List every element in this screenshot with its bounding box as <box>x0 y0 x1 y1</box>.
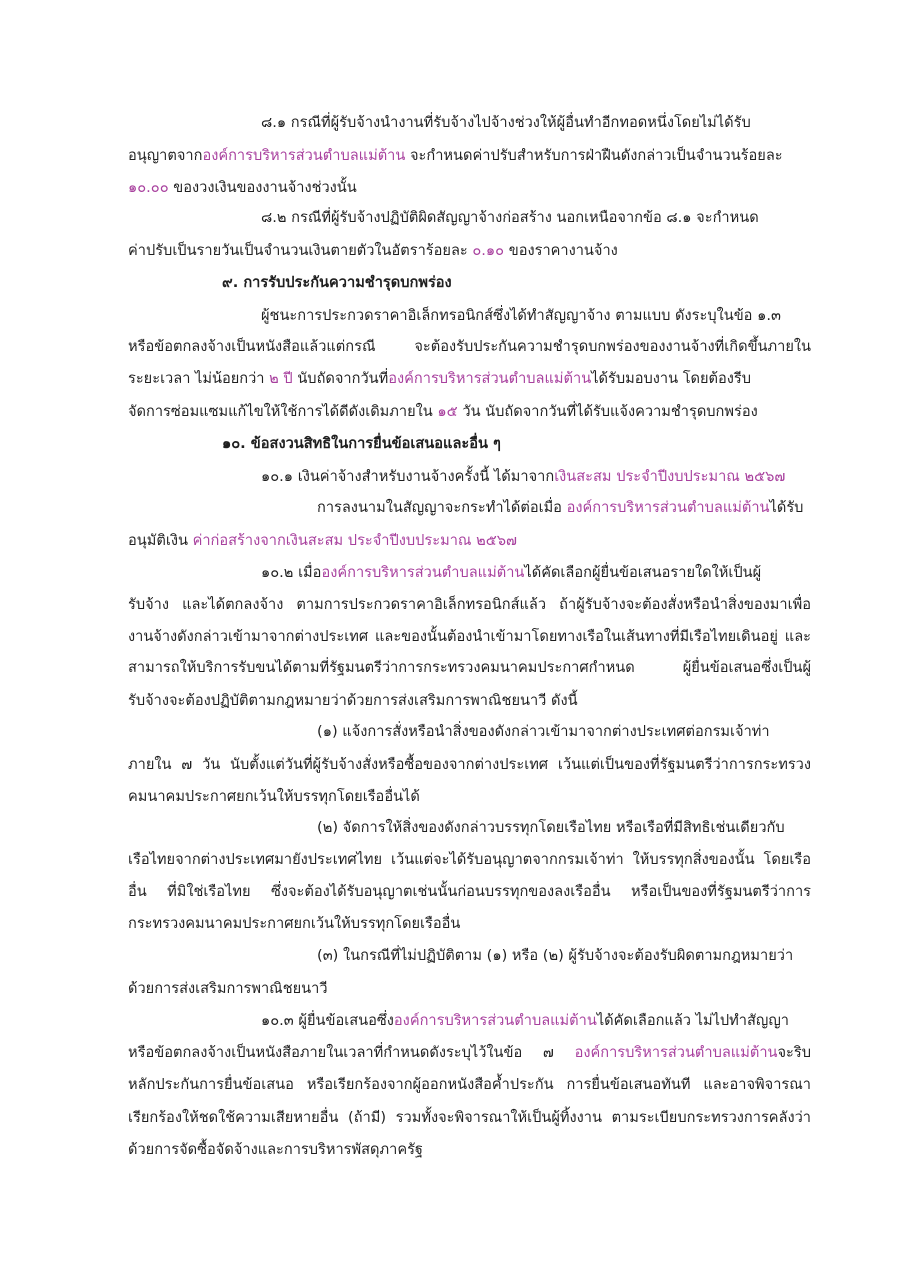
text-segment: การลงนามในสัญญาจะกระทำได้ต่อเมื่อ <box>317 499 567 516</box>
text-line-content <box>128 788 420 805</box>
text-segment: จะกำหนดค่าปรับสำหรับการฝ่าฝืนดังกล่าวเป็นจำนวนร้อยละ <box>405 147 783 164</box>
text-line-content <box>128 179 357 196</box>
text-line-content <box>222 274 452 291</box>
highlighted-text: องค์การบริหารส่วนตำบลแม่ต้าน <box>574 1044 778 1061</box>
text-line <box>128 882 811 902</box>
text-line-content <box>128 980 328 997</box>
text-line <box>128 914 460 934</box>
text-segment: นับถัดจากวันที่ <box>292 370 389 387</box>
text-segment: ระยะเวลา ไม่น้อยกว่า <box>128 370 270 387</box>
text-segment: ผู้ชนะการประกวดราคาอิเล็กทรอนิกส์ซึ่งได้ทำสัญญาจ้าง ตามแบบ ดังระบุในข้อ ๑.๓ <box>261 307 781 324</box>
text-segment: ค่าปรับเป็นรายวันเป็นจำนวนเงินตายตัวในอัตราร้อยละ <box>128 242 473 259</box>
highlighted-text: ๒ ปี <box>269 370 293 387</box>
text-line <box>128 658 811 678</box>
text-line-content <box>222 435 501 452</box>
highlighted-text: องค์การบริหารส่วนตำบลแม่ต้าน <box>202 147 406 164</box>
text-line <box>128 146 783 166</box>
text-line-content <box>317 723 770 740</box>
text-segment: คมนาคมประกาศยกเว้นให้บรรทุกโดยเรืออื่นได้ <box>128 788 420 805</box>
text-segment: (๓) ในกรณีที่ไม่ปฏิบัติตาม (๑) หรือ (๒) ผู้รับจ้างจะต้องรับผิดตามกฎหมายว่า <box>317 947 794 964</box>
text-line <box>128 337 811 357</box>
text-line <box>128 787 420 807</box>
text-segment: ๑๐. ข้อสงวนสิทธิในการยื่นข้อเสนอและอื่น ๆ <box>222 435 501 452</box>
highlighted-text: ค่าก่อสร้างจาก <box>192 532 286 549</box>
text-segment: (๒) จัดการให้สิ่งของดังกล่าวบรรทุกโดยเรือไทย หรือเรือที่มีสิทธิเช่นเดียวกับ <box>317 819 785 836</box>
text-line-content <box>261 209 759 226</box>
text-line-content <box>128 532 517 549</box>
text-segment: หรือข้อตกลงจ้างเป็นหนังสือแล้วแต่กรณี จะต้องรับประกันความชำรุดบกพร่องของงานจ้างที่เกิดขึ้นภายใน <box>128 338 811 355</box>
text-line-content <box>128 1043 811 1063</box>
text-line-content <box>128 337 811 357</box>
text-line-content <box>128 1075 811 1095</box>
text-segment: ด้วยการจัดซื้อจัดจ้างและการบริหารพัสดุภาครัฐ <box>128 1141 423 1158</box>
text-line-content <box>128 882 811 902</box>
text-segment: ภายใน ๗ วัน นับตั้งแต่วันที่ผู้รับจ้างสั่งหรือซื้อของจากต่างประเทศ เว้นแต่เป็นของที่รัฐมนตรีว่าการกระทรวง <box>128 756 811 773</box>
text-segment: จะริบ <box>777 1044 811 1061</box>
text-segment: ได้คัดเลือกแล้ว ไม่ไปทำสัญญา <box>596 1012 789 1029</box>
text-line <box>317 498 803 518</box>
text-segment: อนุมัติเงิน <box>128 532 193 549</box>
text-line-content <box>261 1012 789 1029</box>
highlighted-text: เงินสะสม ประจำปีงบประมาณ ๒๕๖๗ <box>285 532 517 549</box>
text-segment: รับจ้างจะต้องปฏิบัติตามกฎหมายว่าด้วยการส่งเสริมการพาณิชยนาวี ดังนี้ <box>128 692 578 709</box>
text-line-content <box>261 307 781 324</box>
text-line <box>128 755 811 775</box>
text-line-content <box>128 627 811 647</box>
text-line-content <box>128 692 578 709</box>
text-line-content <box>261 564 761 581</box>
text-segment: เรียกร้องให้ชดใช้ความเสียหายอื่น (ถ้ามี) รวมทั้งจะพิจารณาให้เป็นผู้ทิ้งงาน ตามระเบียบกระทรวงการคลังว่า <box>128 1109 811 1126</box>
highlighted-text: องค์การบริหารส่วนตำบลแม่ต้าน <box>388 370 592 387</box>
text-line <box>261 306 781 326</box>
text-segment: ๑๐.๑ เงินค่าจ้างสำหรับงานจ้างครั้งนี้ ได้มาจาก <box>261 468 555 485</box>
text-segment: ด้วยการส่งเสริมการพาณิชยนาวี <box>128 980 328 997</box>
text-line <box>261 208 759 228</box>
text-line-content <box>128 915 460 932</box>
text-segment: ๘.๑ กรณีที่ผู้รับจ้างนำงานที่รับจ้างไปจ้างช่วงให้ผู้อื่นทำอีกทอดหนึ่งโดยไม่ได้รับ <box>261 114 751 131</box>
text-line-content <box>317 499 803 516</box>
text-segment: วัน นับถัดจากวันที่ได้รับแจ้งความชำรุดบกพร่อง <box>457 403 758 420</box>
text-line-content <box>261 468 785 485</box>
text-line-content <box>128 658 811 678</box>
text-line <box>128 1140 423 1160</box>
highlighted-text: ๑๕ <box>437 403 458 420</box>
text-line-content <box>128 403 758 420</box>
text-line-content <box>128 755 811 775</box>
text-segment: ๙. การรับประกันความชำรุดบกพร่อง <box>222 274 452 291</box>
text-line <box>261 467 785 487</box>
text-line <box>128 531 517 551</box>
text-line-content <box>128 595 811 615</box>
text-line <box>128 1043 811 1063</box>
text-line <box>128 627 811 647</box>
text-segment: ได้รับ <box>769 499 804 516</box>
text-line <box>128 979 328 999</box>
highlighted-text: องค์การบริหารส่วนตำบลแม่ต้าน <box>566 499 770 516</box>
text-line-content <box>128 370 751 387</box>
text-line <box>317 946 793 966</box>
highlighted-text: ๑๐.๐๐ <box>128 179 169 196</box>
text-segment: ๑๐.๒ เมื่อ <box>261 564 322 581</box>
text-line <box>128 241 618 261</box>
text-segment: ๘.๒ กรณีที่ผู้รับจ้างปฏิบัติผิดสัญญาจ้างก่อสร้าง นอกเหนือจากข้อ ๘.๑ จะกำหนด <box>261 209 759 226</box>
text-segment: ได้รับมอบงาน โดยต้องรีบ <box>591 370 752 387</box>
text-line <box>128 1075 811 1095</box>
text-line-content <box>317 947 793 964</box>
text-line-content <box>128 1108 811 1128</box>
highlighted-text: องค์การบริหารส่วนตำบลแม่ต้าน <box>321 564 525 581</box>
text-segment: ๑๐.๓ ผู้ยื่นข้อเสนอซึ่ง <box>261 1012 394 1029</box>
text-line-content <box>128 1141 423 1158</box>
text-line <box>128 369 751 389</box>
text-segment: งานจ้างดังกล่าวเข้ามาจากต่างประเทศ และของนั้นต้องนำเข้ามาโดยทางเรือในเส้นทางที่มีเรือไทยเดินอยู่ และ <box>128 628 811 645</box>
highlighted-text: เงินสะสม ประจำปีงบประมาณ ๒๕๖๗ <box>554 468 786 485</box>
text-segment: รับจ้าง และได้ตกลงจ้าง ตามการประกวดราคาอิเล็กทรอนิกส์แล้ว ถ้าผู้รับจ้างจะต้องสั่งหรือนำสิ่งของมาเพื่อ <box>128 596 811 613</box>
text-segment: เรือไทยจากต่างประเทศมายังประเทศไทย เว้นแต่จะได้รับอนุญาตจากกรมเจ้าท่า ให้บรรทุกสิ่งของนั้น โดยเรือ <box>128 851 811 868</box>
text-line-content <box>128 147 783 164</box>
text-line <box>128 850 811 870</box>
text-segment: กระทรวงคมนาคมประกาศยกเว้นให้บรรทุกโดยเรืออื่น <box>128 915 461 932</box>
highlighted-text: องค์การบริหารส่วนตำบลแม่ต้าน <box>393 1012 597 1029</box>
text-segment: จัดการซ่อมแซมแก้ไขให้ใช้การได้ดีดังเดิมภายใน <box>128 403 438 420</box>
text-line <box>261 563 761 583</box>
text-segment: อื่น ที่มิใช่เรือไทย ซึ่งจะต้องได้รับอนุญาตเช่นนั้นก่อนบรรทุกของลงเรืออื่น หรือเป็นของที่รัฐมนตรีว่าการ <box>128 883 811 900</box>
text-line <box>128 402 758 422</box>
text-line-content <box>128 242 618 259</box>
text-segment: อนุญาตจาก <box>128 147 203 164</box>
highlighted-text: ๐.๑๐ <box>472 242 505 259</box>
text-segment: หรือข้อตกลงจ้างเป็นหนังสือภายในเวลาที่กำหนดดังระบุไว้ในข้อ ๗ <box>128 1044 575 1061</box>
text-line <box>128 595 811 615</box>
text-segment: ของวงเงินของงานจ้างช่วงนั้น <box>168 179 357 196</box>
text-line <box>128 178 357 198</box>
text-segment: หลักประกันการยื่นข้อเสนอ หรือเรียกร้องจากผู้ออกหนังสือค้ำประกัน การยื่นข้อเสนอทันที และอาจพิจารณา <box>128 1076 811 1093</box>
text-line-content <box>261 114 751 131</box>
text-line <box>261 113 751 133</box>
text-segment: (๑) แจ้งการสั่งหรือนำสิ่งของดังกล่าวเข้ามาจากต่างประเทศต่อกรมเจ้าท่า <box>317 723 770 740</box>
text-segment: สามารถให้บริการรับขนได้ตามที่รัฐมนตรีว่าการกระทรวงคมนาคมประกาศกำหนด ผู้ยื่นข้อเสนอซึ่งเป็นผู้ <box>128 659 811 676</box>
text-line <box>317 722 770 742</box>
text-line-content <box>317 819 785 836</box>
text-line <box>128 691 578 711</box>
text-line <box>261 1011 789 1031</box>
text-segment: ของราคางานจ้าง <box>504 242 618 259</box>
text-segment: ได้คัดเลือกผู้ยื่นข้อเสนอรายใดให้เป็นผู้ <box>524 564 762 581</box>
text-line <box>128 1108 811 1128</box>
text-line <box>317 818 785 838</box>
text-line-content <box>128 850 811 870</box>
section-heading <box>222 434 501 454</box>
section-heading <box>222 273 452 293</box>
